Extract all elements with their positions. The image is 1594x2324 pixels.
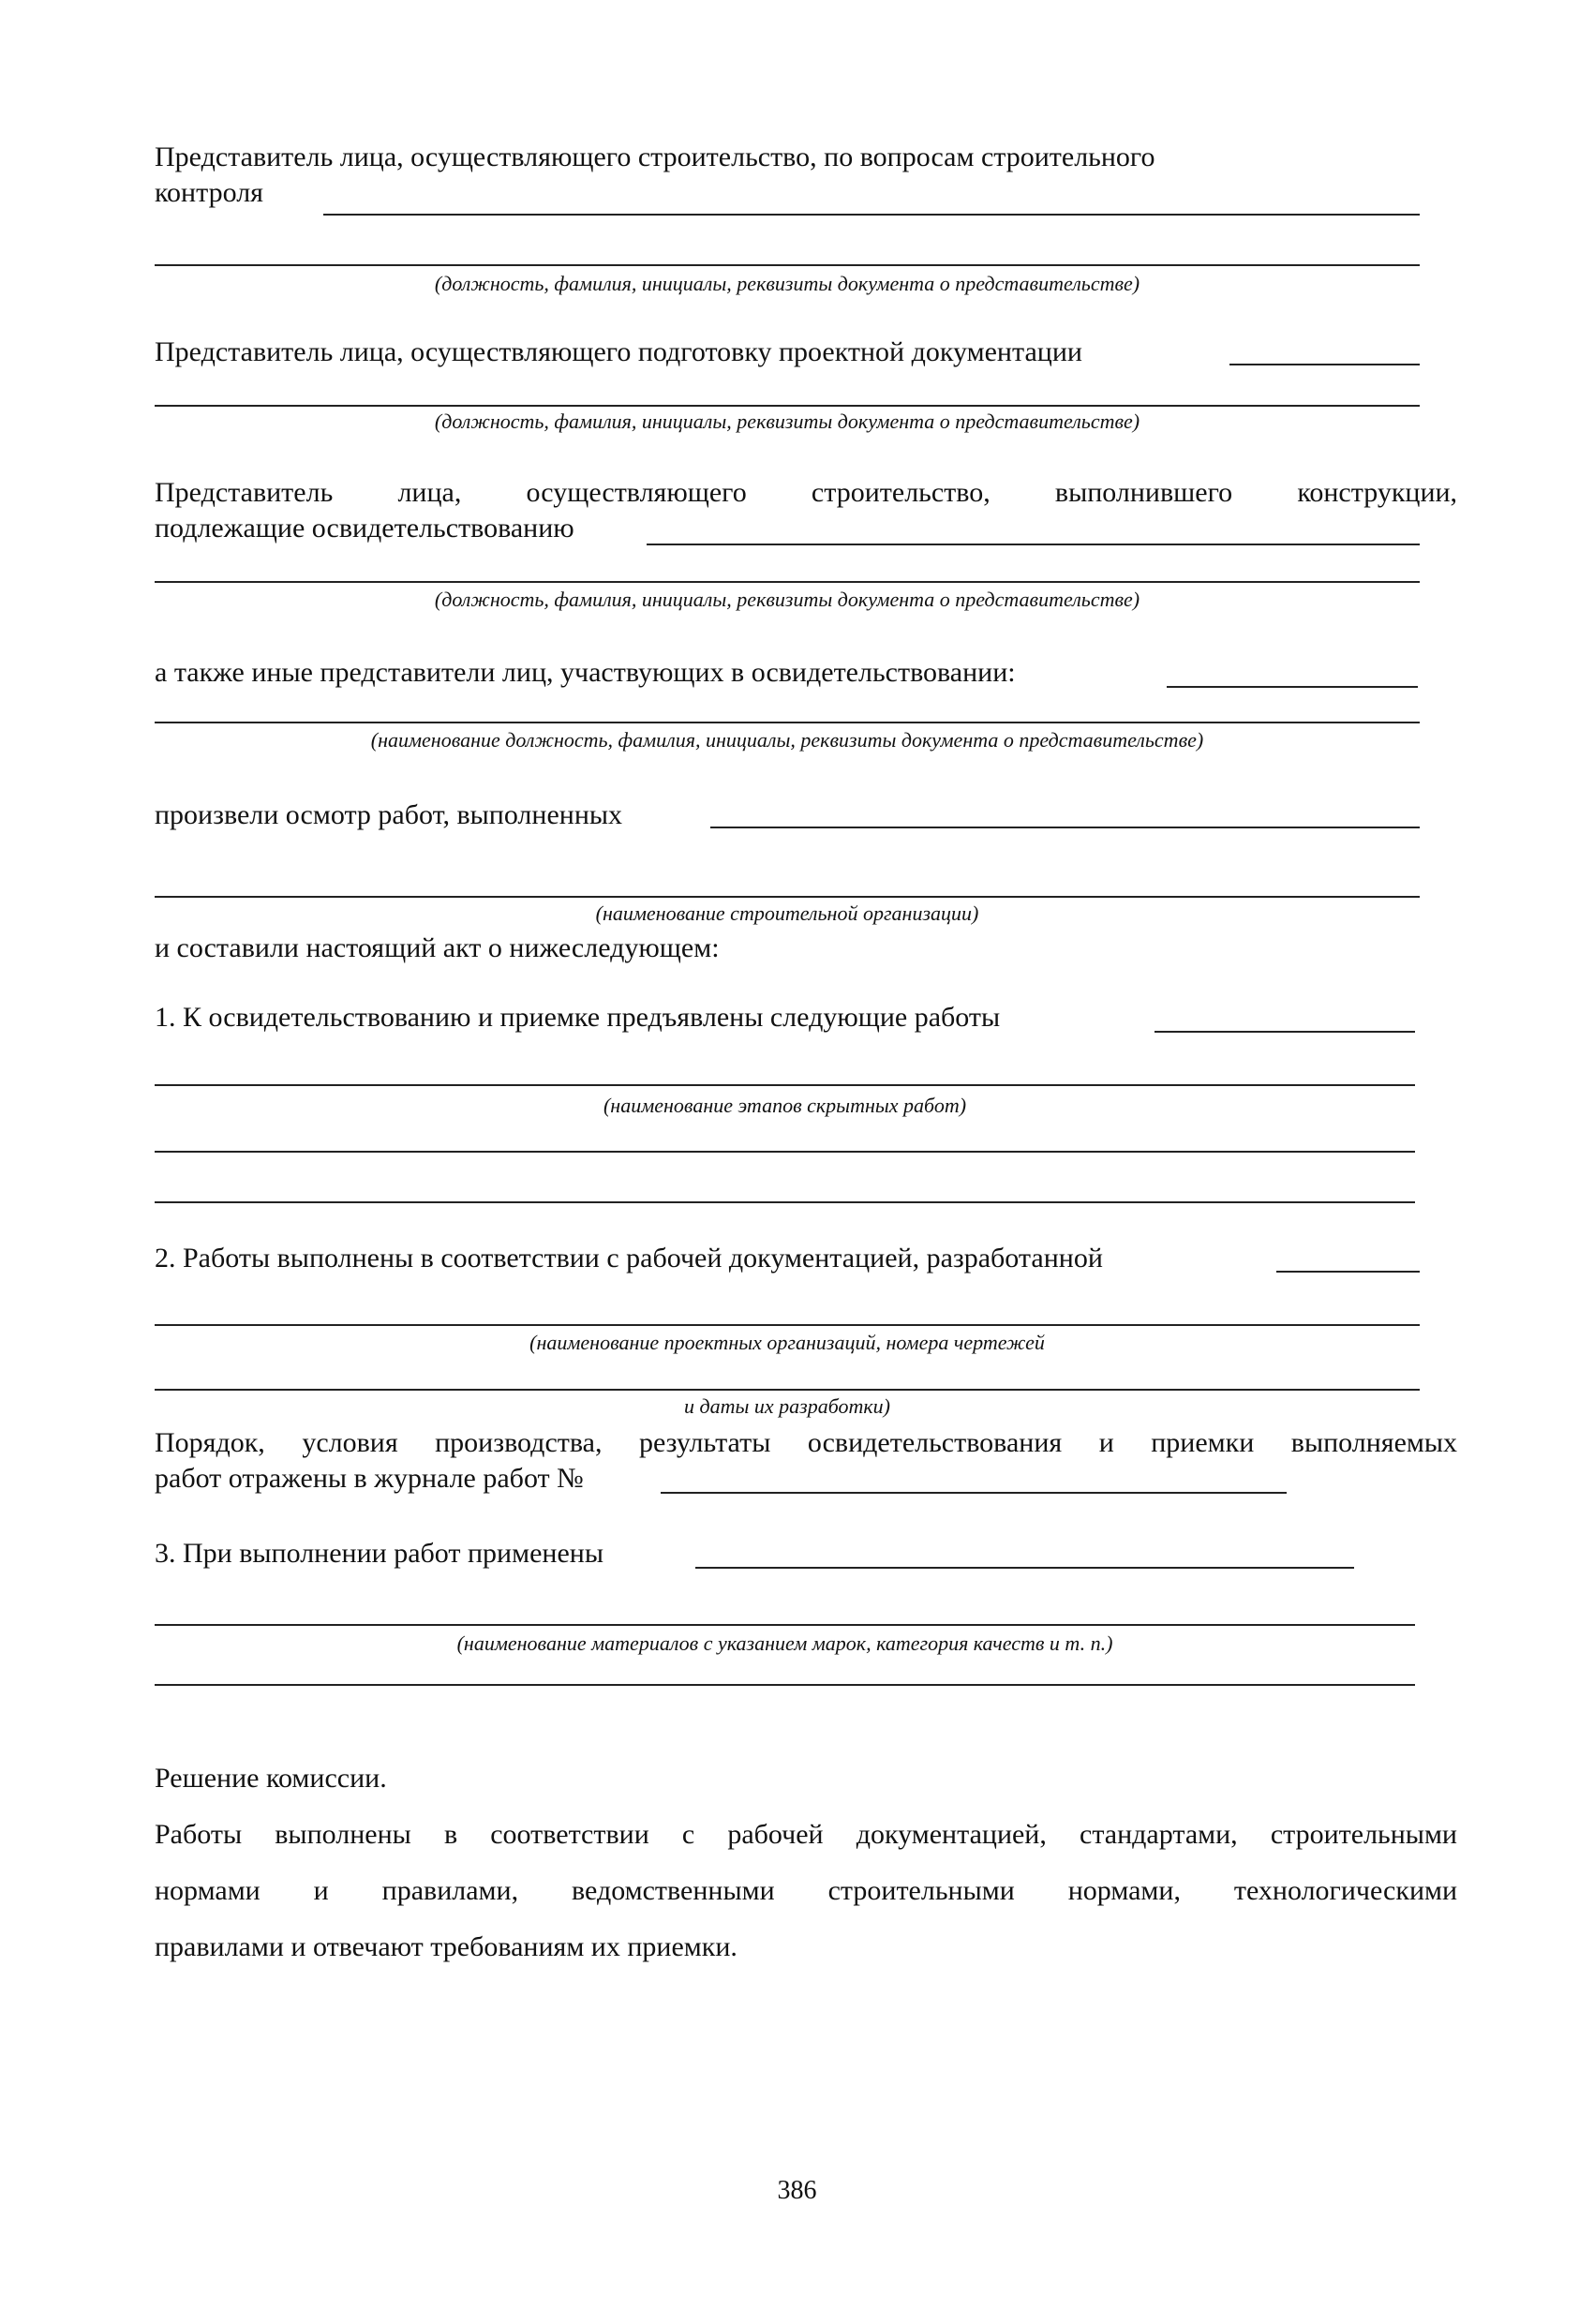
fill-line[interactable] [323,214,1420,216]
decision-line2: нормами и правилами, ведомственными строительными нормами, технологическими [155,1875,1458,1906]
inspection-line1: произвели осмотр работ, выполненных [155,799,623,830]
fill-line[interactable] [155,896,1420,898]
item1-line1: 1. К освидетельствованию и приемке предъявлены следующие работы [155,1002,1001,1033]
rep-construction-control-line1: Представитель лица, осуществляющего строительство, по вопросам строительного [155,142,1155,172]
fill-line[interactable] [155,1324,1420,1326]
fill-line[interactable] [695,1567,1354,1569]
rep-design-line1: Представитель лица, осуществляющего подготовку проектной документации [155,336,1082,367]
item2-line1: 2. Работы выполнены в соответствии с рабочей документацией, разработанной [155,1243,1103,1274]
decision-line3: правилами и отвечают требованиям их приемки. [155,1931,737,1962]
other-reps-line1: а также иные представители лиц, участвующих в освидетельствовании: [155,657,1016,688]
fill-line[interactable] [1167,686,1418,688]
fill-line[interactable] [155,1684,1415,1686]
page-number: 386 [777,2176,817,2205]
journal-number-field[interactable] [661,1492,1287,1494]
fill-line[interactable] [647,544,1420,545]
fill-line[interactable] [1229,364,1420,365]
fill-line[interactable] [155,405,1420,407]
journal-line1: Порядок, условия производства, результаты освидетельствования и приемки выполняемых [155,1427,1458,1458]
caption: (должность, фамилия, инициалы, реквизиты документа о представительстве) [434,272,1140,295]
fill-line[interactable] [155,1084,1415,1086]
rep-builder-line2: подлежащие освидетельствованию [155,513,574,544]
caption: (наименование строительной организации) [595,901,979,925]
fill-line[interactable] [1276,1271,1420,1273]
decision-line1: Работы выполнены в соответствии с рабочей документацией, стандартами, строительными [155,1819,1457,1850]
fill-line[interactable] [155,1624,1415,1626]
fill-line[interactable] [155,264,1420,266]
fill-line[interactable] [155,581,1420,583]
caption: (должность, фамилия, инициалы, реквизиты документа о представительстве) [434,410,1140,433]
rep-builder-line1: Представитель лица, осуществляющего строительство, выполнившего конструкции, [155,477,1458,508]
fill-line[interactable] [155,1389,1420,1391]
caption: (наименование проектных организаций, номера чертежей [529,1331,1045,1354]
rep-construction-control-line2: контроля [155,177,263,208]
caption: (наименование должность, фамилия, инициалы, реквизиты документа о представительстве) [370,728,1204,752]
caption: и даты их разработки) [683,1394,891,1418]
decision-heading: Решение комиссии. [155,1763,387,1794]
caption: (наименование этапов скрытных работ) [603,1094,967,1117]
fill-line[interactable] [155,1201,1415,1203]
fill-line[interactable] [1155,1031,1415,1033]
item3-line1: 3. При выполнении работ применены [155,1538,603,1569]
inspection-line2: и составили настоящий акт о нижеследующем: [155,932,720,963]
fill-line[interactable] [155,722,1420,723]
caption: (наименование материалов с указанием марок, категория качеств и т. п.) [456,1631,1113,1655]
fill-line[interactable] [710,827,1420,828]
journal-line2: работ отражены в журнале работ № [155,1463,584,1494]
fill-line[interactable] [155,1151,1415,1153]
caption: (должность, фамилия, инициалы, реквизиты документа о представительстве) [434,588,1140,611]
